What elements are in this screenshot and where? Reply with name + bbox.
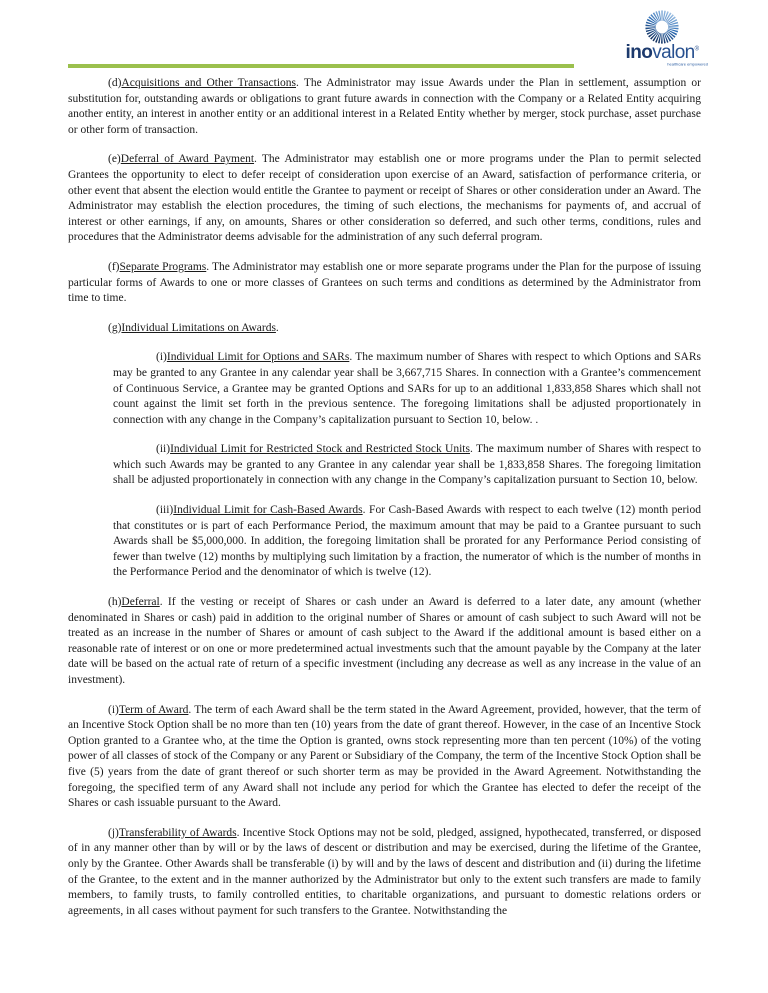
paragraph-text: . The maximum number of Shares with respect to which Options and SARs may be granted to any Grantee in any calendar year shall be 3,667,715 Shares. In connection with a Grantee’s commencement of Continuous Service, a Grantee may be granted Options and SARs for up to an additional 1,833,858 Shares which shall not count against the limit set forth in the previous sentence. The foregoing limitations shall be adjusted proportionately in connection with any change in the Company’s capitalization pursuant to Section 10, below. . — [113, 351, 701, 426]
paragraph-label: (h) — [108, 596, 122, 609]
paragraph-g — [68, 321, 701, 337]
logo-tagline: healthcare empowered — [667, 62, 708, 67]
inovalon-logo — [616, 9, 708, 71]
paragraph-g-i — [113, 350, 701, 428]
paragraph-heading: Term of Award — [118, 703, 189, 716]
logo-swirl-icon — [643, 9, 681, 45]
paragraph-text: . The term of each Award shall be the term stated in the Award Agreement, provided, however, that the term of an Incentive Stock Option shall be no more than ten (10) years from the date of grant thereof. However, in the case of an Incentive Stock Option granted to a Grantee who, at the time the Option is granted, owns stock representing more than ten percent (10%) of the voting power of all classes of stock of the Company or any Parent or Subsidiary of the Company, the term of the Incentive Stock Option shall be five (5) years from the date of grant thereof or such shorter term as may be provided in the Award Agreement. Notwithstanding the foregoing, the specified term of any Award shall not include any period for which the Grantee has elected to defer the receipt of the Shares or cash issuable pursuant to the Award. — [68, 703, 701, 810]
paragraph-label: (f) — [108, 260, 120, 273]
paragraph-label: (g) — [108, 321, 122, 334]
paragraph-label: (i) — [108, 703, 119, 716]
paragraph-heading: Deferral of Award Payment — [120, 153, 255, 166]
registered-mark: ® — [694, 46, 699, 53]
paragraph-heading: Transferability of Awards — [118, 826, 237, 839]
logo-wordmark — [616, 43, 708, 62]
paragraph-heading: Deferral — [121, 596, 160, 609]
paragraph-e — [68, 152, 701, 246]
document-body — [68, 76, 701, 933]
paragraph-heading: Separate Programs — [119, 260, 207, 273]
paragraph-text: . For Cash-Based Awards with respect to each twelve (12) month period that constitutes or is part of each Performance Period, the maximum amount that may be paid to a Grantee pursuant to such Awards shall be $5,000,000. In addition, the foregoing limitation shall be prorated for any Performance Period consisting of fewer than twelve (12) months by multiplying such limitation by a fraction, the numerator of which is the number of months in the Performance Period and the denominator of which is twelve (12). — [113, 504, 701, 579]
paragraph-heading: Individual Limitations on Awards — [121, 321, 276, 334]
paragraph-label: (j) — [108, 826, 119, 839]
logo-text-light: valon — [652, 42, 695, 63]
paragraph-text: . The Administrator may issue Awards under the Plan in settlement, assumption or substitution for, outstanding awards or obligations to grant future awards in connection with the Company or a Related Entity acquiring another entity, an interest in another entity or an additional interest in a Related Entity whether by merger, stock purchase, asset purchase or other form of transaction. — [68, 77, 702, 136]
paragraph-text: . The Administrator may establish one or more separate programs under the Plan for the purpose of issuing particular forms of Awards to one or more classes of Grantees on such terms and conditions as determined by the Administrator from time to time. — [68, 260, 701, 305]
paragraph-label: (e) — [108, 153, 121, 166]
paragraph-g-iii — [113, 503, 701, 581]
paragraph-g-ii — [113, 442, 701, 489]
paragraph-label: (ii) — [156, 443, 171, 456]
paragraph-j — [68, 826, 701, 920]
paragraph-heading: Individual Limit for Restricted Stock and Restricted Stock Units — [170, 443, 470, 456]
logo-text-bold: ino — [625, 42, 653, 63]
paragraph-text: . The Administrator may establish one or more programs under the Plan to permit selected Grantees the opportunity to elect to defer receipt of consideration upon exercise of an Award, satisfaction of performance criteria, or other event that absent the election would entitle the Grantee to payment or receipt of Shares or other consideration under an Award. The Administrator may establish the election procedures, the timing of such elections, the mechanisms for payments of, and accrual of interest or other earnings, if any, on amounts, Shares or other consideration so deferred, and such other terms, conditions, rules and procedures that the Administrator deems advisable for the administration of any such deferral program. — [68, 153, 701, 244]
paragraph-heading: Individual Limit for Cash-Based Awards — [173, 504, 363, 517]
paragraph-text: . If the vesting or receipt of Shares or cash under an Award is deferred to a later date, any amount (whether denominated in Shares or cash) paid in addition to the original number of Shares or amount of cash subject to such Award will not be treated as an increase in the number of Shares or amount of cash subject to the Award if the additional amount is based either on a reasonable rate of interest or on one or more predetermined actual investments such that the amount payable by the Company at the later date will be based on the actual rate of return of a specific investment (including any decrease as well as any increase in the value of an investment). — [68, 596, 701, 686]
paragraph-heading: Individual Limit for Options and SARs — [166, 351, 350, 364]
paragraph-f — [68, 260, 701, 307]
paragraph-label: (d) — [108, 77, 122, 89]
paragraph-d — [68, 76, 701, 138]
paragraph-label: (i) — [156, 351, 167, 364]
header-rule — [68, 64, 574, 68]
paragraph-text: . Incentive Stock Options may not be sold, pledged, assigned, hypothecated, transferred, or disposed of in any manner other than by will or by the laws of descent or distribution and may be exercised, during the lifetime of the Grantee, only by the Grantee. Other Awards shall be transferable (i) by will and by the laws of descent and distribution and (ii) during the lifetime of the Grantee, to the extent and in the manner authorized by the Administrator but only to the extent such transfers are made to family members, to family trusts, to family controlled entities, to charitable organizations, and pursuant to domestic relations orders or agreements, in all cases without payment for such transfers to the Grantee. Notwithstanding the — [68, 826, 701, 917]
paragraph-h — [68, 595, 701, 689]
paragraph-text: . The maximum number of Shares with respect to which such Awards may be granted to any Grantee in any calendar year shall be 1,833,858 Shares. The foregoing limitation shall be adjusted proportionately in connection with any change in the Company’s capitalization pursuant to Section 10, below. — [113, 443, 701, 487]
paragraph-label: (iii) — [156, 504, 174, 517]
paragraph-text: . — [275, 321, 279, 334]
paragraph-i — [68, 703, 701, 812]
paragraph-heading: Acquisitions and Other Transactions — [121, 77, 296, 89]
